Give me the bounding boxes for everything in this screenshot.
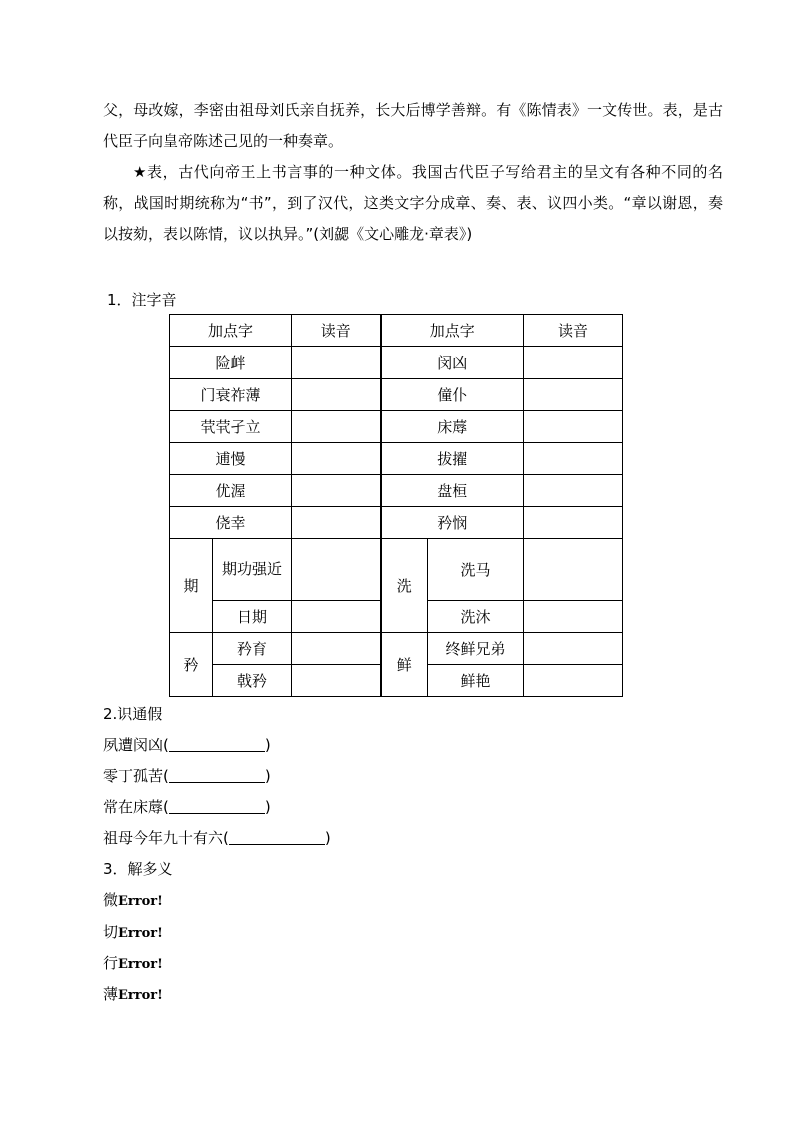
word-cell: 矜悯: [381, 507, 524, 539]
word-cell: 洗马: [428, 539, 524, 601]
word-cell: 僮仆: [381, 379, 524, 411]
error-field: Error!: [118, 957, 163, 972]
answer-cell[interactable]: [292, 507, 381, 539]
answer-cell[interactable]: [524, 665, 623, 697]
section3-title: 3．解多义: [103, 860, 173, 878]
word-cell: 险衅: [170, 347, 292, 379]
answer-cell[interactable]: [524, 633, 623, 665]
answer-cell[interactable]: [524, 539, 623, 601]
answer-cell[interactable]: [292, 539, 381, 601]
table-row: [170, 507, 623, 539]
tongjia-item: 祖母今年九十有六( ): [103, 829, 331, 847]
duoyi-item: [103, 890, 163, 912]
word-cell: 日期: [213, 601, 292, 633]
word-cell: 茕茕孑立: [170, 411, 292, 443]
tongjia-item: 夙遭闵凶( ): [103, 736, 271, 754]
tongjia-phrase: 零丁孤苦: [103, 767, 164, 785]
group-char-cell: 鲜: [381, 633, 428, 697]
table-row: [170, 411, 623, 443]
answer-blank[interactable]: [169, 799, 265, 814]
table-header-row: [170, 315, 623, 347]
tongjia-item: 常在床蓐( ): [103, 798, 271, 816]
answer-cell[interactable]: [292, 601, 381, 633]
word-cell: 终鲜兄弟: [428, 633, 524, 665]
duoyi-char: 行: [103, 954, 119, 972]
error-field: Error!: [118, 926, 163, 941]
intro-paragraph: 父，母改嫁，李密由祖母刘氏亲自抚养，长大后博学善辩。有《陈情表》一文传世。表，是古代臣子向皇帝陈述己见的一种奏章。: [103, 101, 723, 150]
answer-cell[interactable]: [292, 411, 381, 443]
word-cell: 拔擢: [381, 443, 524, 475]
word-cell: 闵凶: [381, 347, 524, 379]
section2-title: 2.识通假: [103, 705, 163, 723]
header-cell: 加点字: [381, 315, 524, 347]
error-field: Error!: [118, 894, 163, 909]
header-cell: 读音: [524, 315, 623, 347]
word-cell: 盘桓: [381, 475, 524, 507]
section1-title: 1．注字音: [107, 291, 177, 309]
duoyi-item: [103, 922, 163, 944]
word-cell: 戟矜: [213, 665, 292, 697]
table-row: [170, 633, 623, 665]
answer-blank[interactable]: [169, 737, 265, 752]
table-row: [170, 539, 623, 601]
word-cell: 门衰祚薄: [170, 379, 292, 411]
answer-cell[interactable]: [524, 507, 623, 539]
tongjia-item: 零丁孤苦( ): [103, 767, 271, 785]
answer-cell[interactable]: [524, 475, 623, 507]
tongjia-phrase: 祖母今年九十有六: [103, 829, 224, 847]
word-cell: 鲜艳: [428, 665, 524, 697]
word-cell: 床蓐: [381, 411, 524, 443]
word-cell: 期功强近: [213, 539, 292, 601]
tongjia-phrase: 常在床蓐: [103, 798, 164, 816]
answer-cell[interactable]: [292, 347, 381, 379]
group-char-cell: 洗: [381, 539, 428, 633]
table-row: [170, 475, 623, 507]
error-field: Error!: [118, 988, 163, 1003]
answer-blank[interactable]: [229, 830, 325, 845]
pronunciation-table: [169, 314, 623, 697]
duoyi-char: 切: [103, 923, 119, 941]
answer-cell[interactable]: [292, 443, 381, 475]
table-row: [170, 443, 623, 475]
duoyi-item: [103, 984, 163, 1006]
word-cell: 矜育: [213, 633, 292, 665]
answer-cell[interactable]: [524, 601, 623, 633]
answer-cell[interactable]: [524, 379, 623, 411]
answer-cell[interactable]: [292, 475, 381, 507]
duoyi-char: 薄: [103, 985, 119, 1003]
answer-cell[interactable]: [292, 633, 381, 665]
answer-cell[interactable]: [524, 411, 623, 443]
duoyi-item: [103, 953, 163, 975]
answer-cell[interactable]: [292, 379, 381, 411]
answer-blank[interactable]: [169, 768, 265, 783]
answer-cell[interactable]: [292, 665, 381, 697]
table-row: [170, 347, 623, 379]
word-cell: 侥幸: [170, 507, 292, 539]
group-char-cell: 期: [170, 539, 213, 633]
header-cell: 加点字: [170, 315, 292, 347]
group-char-cell: 矜: [170, 633, 213, 697]
note-paragraph: ★表，古代向帝王上书言事的一种文体。我国古代臣子写给君主的呈文有各种不同的名称，战国时期统称为“书”，到了汉代，这类文字分成章、奏、表、议四小类。“章以谢恩，奏以按劾，表以陈情，议以执异。”(刘勰《文心雕龙·章表》): [103, 163, 723, 243]
duoyi-char: 微: [103, 891, 119, 909]
answer-cell[interactable]: [524, 347, 623, 379]
header-cell: 读音: [292, 315, 381, 347]
table-row: [170, 379, 623, 411]
word-cell: 洗沐: [428, 601, 524, 633]
answer-cell[interactable]: [524, 443, 623, 475]
word-cell: 逋慢: [170, 443, 292, 475]
word-cell: 优渥: [170, 475, 292, 507]
tongjia-phrase: 夙遭闵凶: [103, 736, 164, 754]
